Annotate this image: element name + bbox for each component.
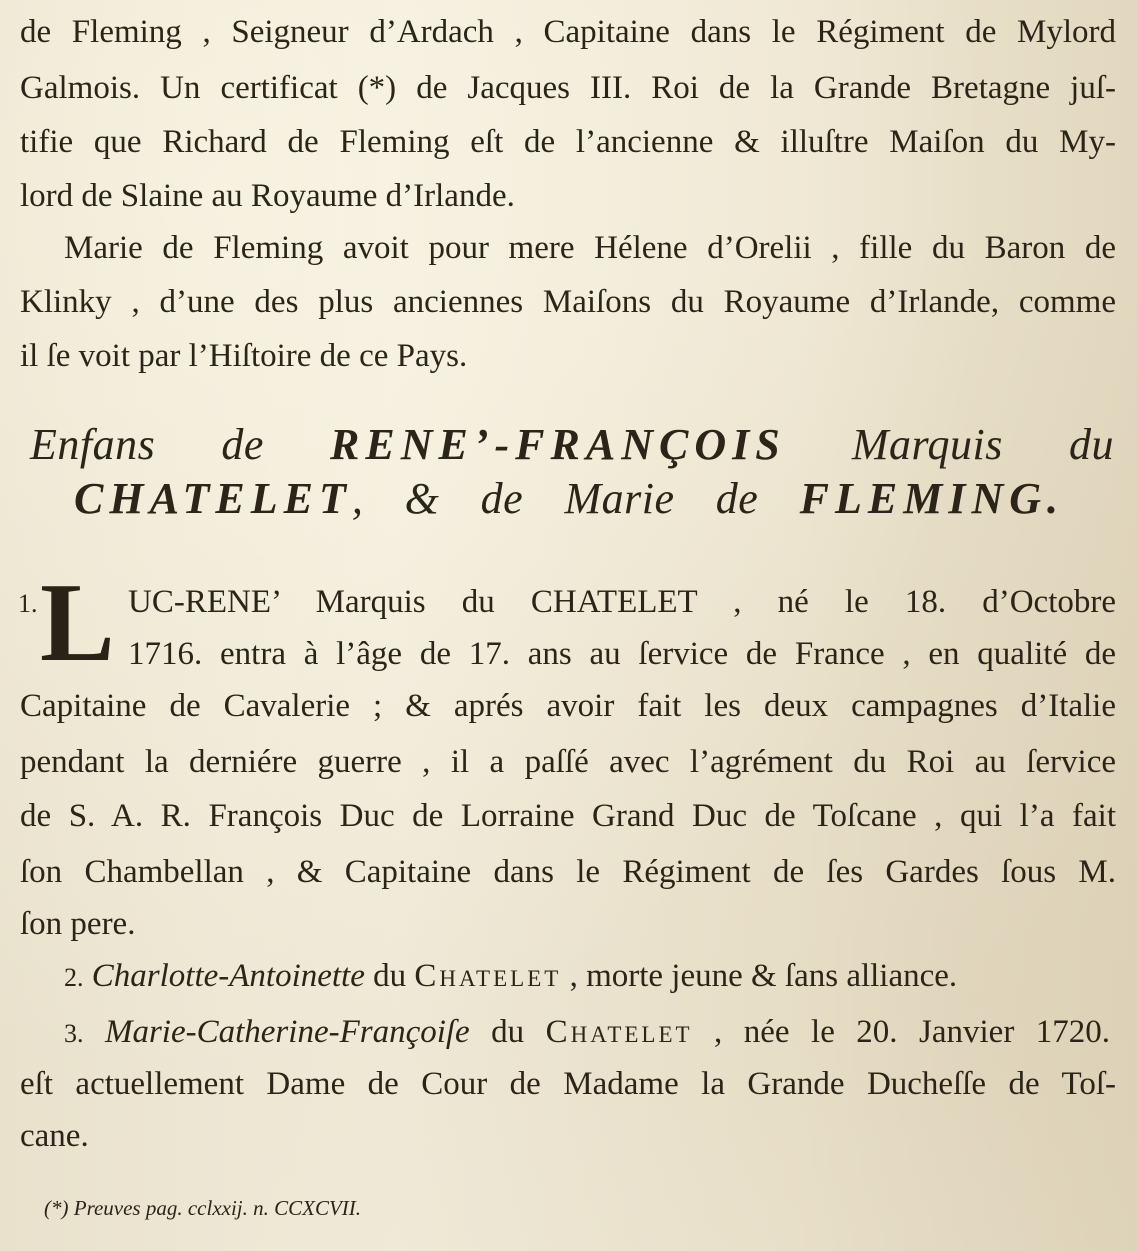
- entry1-line4: pendant la derniére guerre , il a paſſé avec l’agrément du Roi au ſervice: [20, 744, 1116, 780]
- section-heading-line1: [30, 418, 1114, 472]
- entry2-du: du: [364, 958, 415, 994]
- entry1-number: 1.: [18, 589, 38, 618]
- para1-line2: Galmois. Un certificat (*) de Jacques III. Roi de la Grande Bretagne juſ-: [20, 70, 1116, 106]
- entry3-rest: , née le 20. Janvier 1720.: [692, 1014, 1111, 1050]
- entry3-family: Chatelet: [545, 1014, 693, 1050]
- entry2-family: Chatelet: [414, 958, 562, 994]
- entry1-line3: Capitaine de Cavalerie ; & aprés avoir fait les deux campagnes d’Italie: [20, 688, 1116, 724]
- entry1-line5: de S. A. R. François Duc de Lorraine Grand Duc de Toſcane , qui l’a fait: [20, 798, 1116, 834]
- entry2-name: Charlotte-Antoinette: [91, 958, 365, 994]
- entry3-line2: eſt actuellement Dame de Cour de Madame la Grande Ducheſſe de Toſ-: [20, 1066, 1116, 1102]
- para2-line1: Marie de Fleming avoit pour mere Hélene d’Orelii , fille du Baron de: [64, 230, 1116, 266]
- entry3-number: 3.: [64, 1019, 84, 1048]
- entry3-line1: [64, 1012, 1110, 1054]
- entry3-name: Marie-Catherine-Françoiſe: [104, 1014, 470, 1050]
- para1-line3: tifie que Richard de Fleming eſt de l’ancienne & illuſtre Maiſon du My-: [20, 124, 1116, 160]
- para1-line4: lord de Slaine au Royaume d’Irlande.: [20, 178, 515, 214]
- heading-part: Enfans de: [30, 420, 331, 469]
- heading-name: RENE’-FRANÇOIS: [330, 420, 786, 469]
- heading-name: CHATELET: [74, 474, 352, 523]
- entry3-du: du: [469, 1014, 546, 1050]
- entry1-line7: ſon pere.: [20, 906, 136, 942]
- para1-line1: de Fleming , Seigneur d’Ardach , Capitaine dans le Régiment de Mylord: [20, 14, 1116, 50]
- heading-part: Marquis du: [785, 420, 1114, 469]
- entry3-line3: cane.: [20, 1118, 89, 1154]
- heading-part: , & de Marie de: [351, 474, 800, 523]
- entry1-line2: 1716. entra à l’âge de 17. ans au ſervice de France , en qualité de: [128, 636, 1116, 672]
- footnote: (*) Preuves pag. cclxxij. n. CCXCVII.: [44, 1196, 362, 1220]
- para2-line2: Klinky , d’une des plus anciennes Maiſons du Royaume d’Irlande, comme: [20, 284, 1116, 320]
- section-heading-line2: [74, 472, 1064, 526]
- entry2-rest: , morte jeune & ſans alliance.: [561, 958, 958, 994]
- entry1-line6: ſon Chambellan , & Capitaine dans le Régiment de ſes Gardes ſous M.: [20, 854, 1116, 890]
- entry2-line: [64, 956, 1064, 998]
- entry1-dropcap: L: [40, 561, 115, 685]
- heading-name: FLEMING.: [799, 474, 1064, 523]
- para2-line3: il ſe voit par l’Hiſtoire de ce Pays.: [20, 338, 468, 374]
- entry1-line1: UC-RENE’ Marquis du CHATELET , né le 18. d’Octobre: [128, 584, 1116, 620]
- entry2-number: 2.: [64, 963, 84, 992]
